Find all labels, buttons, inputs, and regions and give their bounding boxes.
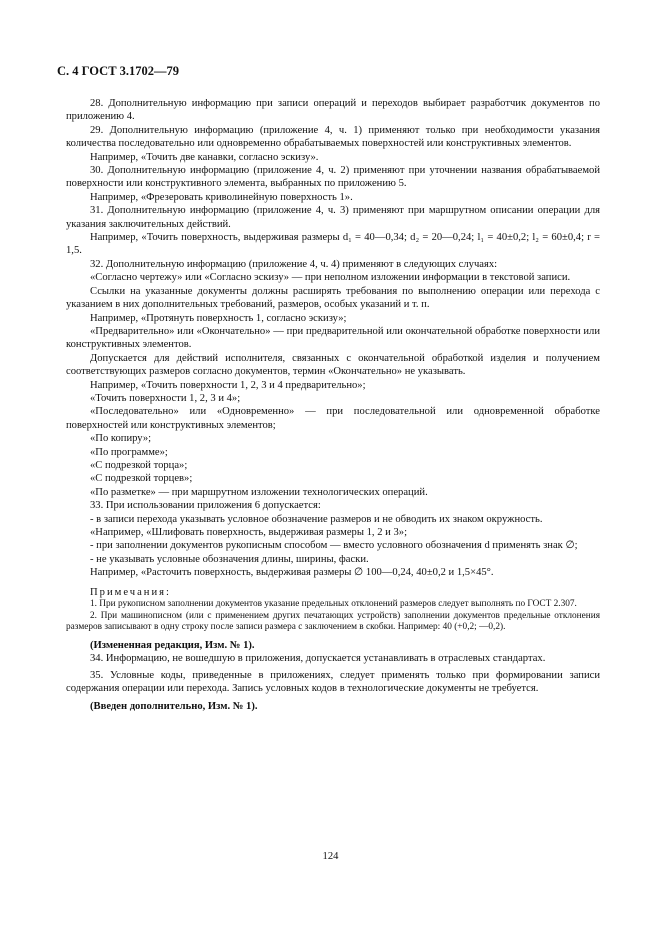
paragraph: «С подрезкой торцев»;: [90, 473, 193, 485]
paragraph: 34. Информацию, не вошедшую в приложения, допускается устанавливать в отраслевых стандартах.: [90, 653, 546, 665]
notes-title: Примечания:: [90, 586, 171, 598]
paragraph: Например, «Протянуть поверхность 1, согласно эскизу»;: [90, 312, 347, 324]
paragraph: - при заполнении документов рукописным способом — вместо условного обозначения d применять знак ∅;: [90, 540, 578, 552]
paragraph: «По программе»;: [90, 446, 168, 458]
paragraph: «Точить поверхности 1, 2, 3 и 4»;: [90, 392, 241, 404]
paragraph: - в записи перехода указывать условное обозначение размеров и не обводить их знаком окружность.: [90, 513, 543, 525]
paragraph: «По разметке» — при маршрутном изложении технологических операций.: [90, 486, 428, 498]
paragraph: Ссылки на указанные документы должны расширять требования по выполнению операции или перехода с указанием в них дополнительных требований, размеров, особых указаний и т. п.: [66, 285, 600, 311]
page-content: [66, 97, 600, 714]
paragraph: Например, «Фрезеровать криволинейную поверхность 1».: [90, 191, 353, 203]
paragraph: «Последовательно» или «Одновременно» — при последовательной или одновременной обработке поверхностей или конструктивных элементов;: [66, 406, 600, 431]
paragraph: 35. Условные коды, приведенные в приложениях, следует применять только при формировании записи содержания операции или перехода. Запись условных кодов в технологические документы не требуется.: [66, 669, 600, 695]
paragraph: 30. Дополнительную информацию (приложение 4, ч. 2) применяют при уточнении названия обрабатываемой поверхности или конструктивного элемента, выбранных по приложению 5.: [66, 165, 600, 190]
amendment-note: (Введен дополнительно, Изм. № 1).: [90, 701, 258, 713]
page-number: 124: [322, 851, 339, 862]
paragraph: Например, «Точить две канавки, согласно эскизу».: [90, 151, 319, 163]
paragraph: «Например, «Шлифовать поверхность, выдерживая размеры 1, 2 и 3»;: [90, 527, 408, 538]
note-item: 1. При рукописном заполнении документов указание предельных отклонений размеров следует выполнять по ГОСТ 2.307.: [90, 599, 577, 610]
paragraph: 33. При использовании приложения 6 допускается:: [90, 500, 321, 512]
paragraph: «Согласно чертежу» или «Согласно эскизу» — при неполном изложении информации в текстовой записи.: [90, 272, 571, 284]
paragraph: - не указывать условные обозначения длины, ширины, фаски.: [90, 553, 369, 565]
paragraph: Например, «Точить поверхности 1, 2, 3 и 4 предварительно»;: [90, 379, 366, 391]
paragraph: «Предварительно» или «Окончательно» — при предварительной или окончательной обработке поверхности или конструктивных элементов.: [66, 325, 600, 351]
paragraph: Допускается для действий исполнителя, связанных с окончательной обработкой изделия и получением соответствующих размеров согласно документов, термин «Окончательно» не указывать.: [66, 352, 600, 378]
amendment-note: (Измененная редакция, Изм. № 1).: [90, 639, 255, 651]
paragraph: Например, «Расточить поверхность, выдерживая размеры ∅ 100—0,24, 40±0,2 и 1,5×45°.: [90, 567, 494, 579]
paragraph: 31. Дополнительную информацию (приложение 4, ч. 3) применяют при маршрутном описании операции для указания заключительных действий.: [66, 205, 600, 230]
note-item: 2. При машинописном (или с применением других печатающих устройств) заполнении документов предельные отклонения размеров записывают в одну строку после записи размера с заключением в скобки. Например: 40 (+0,2; —0,2).: [66, 610, 600, 633]
paragraph: 29. Дополнительную информацию (приложение 4, ч. 1) применяют только при необходимости указания количества последовательно или одновременно обрабатываемых поверхностей или конструктивных элементов.: [66, 124, 600, 150]
paragraph: 32. Дополнительную информацию (приложение 4, ч. 4) применяют в следующих случаях:: [90, 258, 498, 270]
paragraph: 28. Дополнительную информацию при записи операций и переходов выбирает разработчик документов по приложению 4.: [66, 98, 600, 123]
page-header: С. 4 ГОСТ 3.1702—79: [57, 64, 180, 78]
paragraph: Например, «Точить поверхность, выдерживая размеры d₁ = 40—0,34; d₂ = 20—0,24; l₁ = 40±0,2; l₂ = 60±0,4; r = 1,5.: [66, 232, 600, 257]
paragraph: «По копиру»;: [90, 433, 152, 445]
paragraph: «С подрезкой торца»;: [90, 459, 188, 471]
